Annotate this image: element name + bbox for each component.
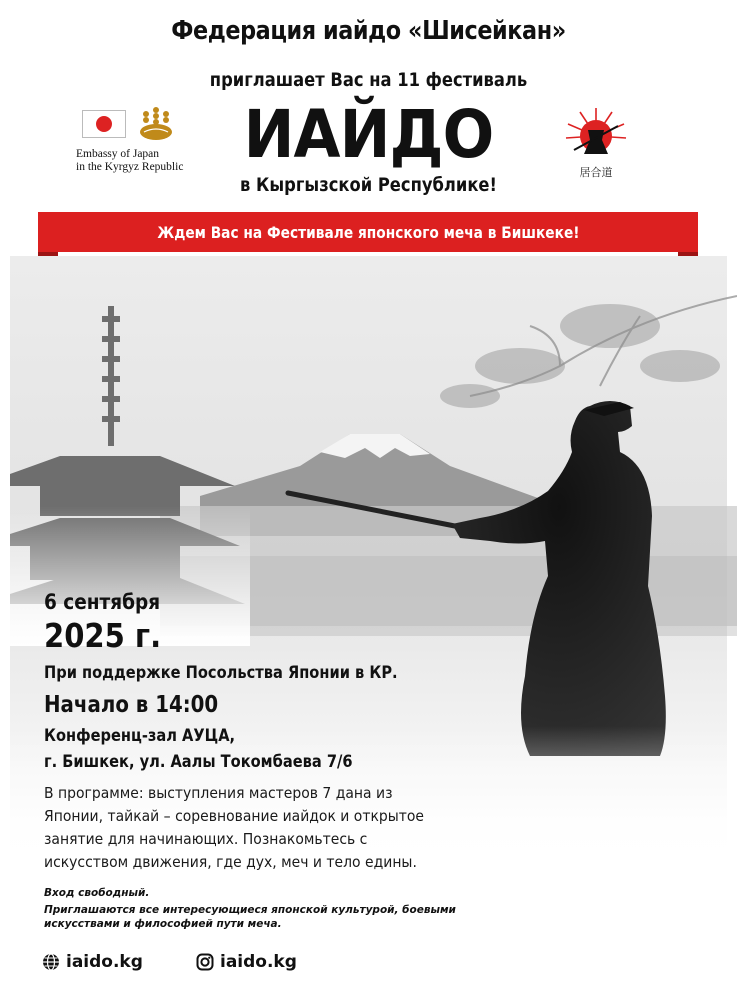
event-date: 6 сентября xyxy=(44,590,161,614)
embassy-label xyxy=(76,148,196,174)
instagram-link[interactable] xyxy=(196,952,297,972)
embassy-line-1: Embassy of Japan xyxy=(76,148,160,160)
start-time: Начало в 14:00 xyxy=(44,692,219,718)
event-year: 2025 г. xyxy=(44,616,162,655)
address: г. Бишкек, ул. Аалы Токомбаева 7/6 xyxy=(44,752,353,772)
program-description xyxy=(44,782,476,874)
invitation-line: приглашает Вас на 11 фестиваль xyxy=(209,69,528,91)
banner-text: Ждем Вас на Фестивале японского меча в Бишкеке! xyxy=(156,222,580,242)
website-text: iaido.kg xyxy=(66,952,143,972)
invitation-note-line-2: искусствами и философией пути меча. xyxy=(44,918,282,930)
paulownia-crest-icon xyxy=(138,104,174,142)
invitation-note-line-1: Приглашаются все интересующиеся японской культурой, боевыми xyxy=(44,904,456,916)
program-line-3: занятие для начинающих. Познакомьтесь с xyxy=(44,830,368,848)
festival-title: ИАЙДО xyxy=(243,96,494,173)
program-line-1: В программе: выступления мастеров 7 дана из xyxy=(44,784,393,802)
red-banner xyxy=(38,212,698,252)
embassy-line-2: in the Kyrgyz Republic xyxy=(76,161,184,173)
samurai-scene-illustration xyxy=(0,256,737,866)
instagram-text: iaido.kg xyxy=(220,952,297,972)
program-line-2: Японии, тайкай – соревнование иайдок и открытое xyxy=(44,807,425,825)
venue: Конференц-зал АУЦА, xyxy=(44,726,236,746)
location-line: в Кыргызской Республике! xyxy=(240,174,497,196)
invitation-note xyxy=(44,903,564,931)
japan-flag-icon xyxy=(82,110,126,138)
website-link[interactable] xyxy=(42,952,143,972)
free-entry-note: Вход свободный. xyxy=(44,887,150,899)
globe-icon xyxy=(42,953,60,971)
program-line-4: искусством движения, где дух, меч и тело едины. xyxy=(44,853,417,871)
support-note: При поддержке Посольства Японии в КР. xyxy=(44,663,398,683)
svg-text:居合道: 居合道 xyxy=(579,166,613,179)
instagram-icon xyxy=(196,953,214,971)
organization-title: Федерация иайдо «Шисейкан» xyxy=(171,16,566,46)
dojo-logo-icon xyxy=(560,104,632,182)
